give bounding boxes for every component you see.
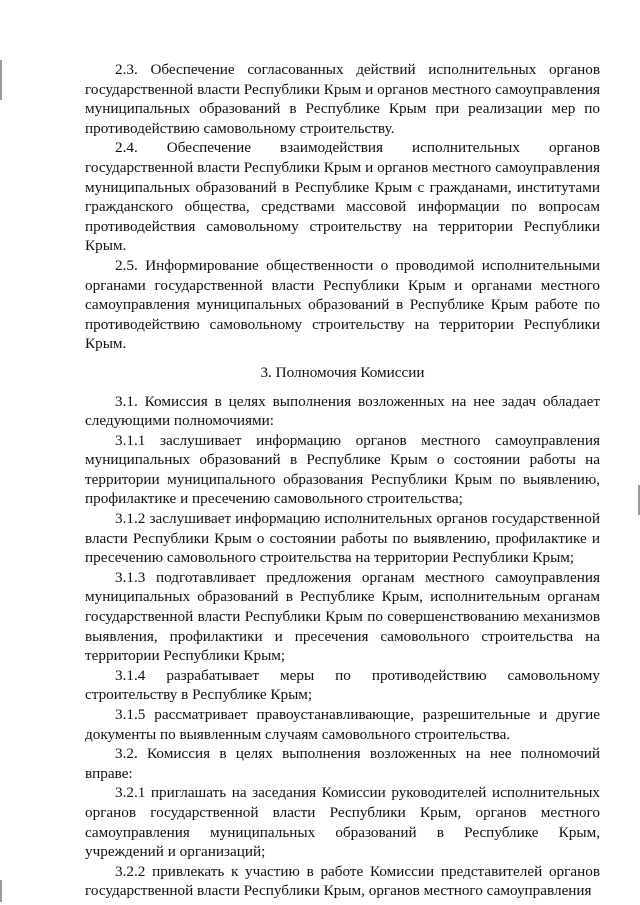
document-page — [85, 60, 600, 901]
paragraph-2-3: 2.3. Обеспечение согласованных действий исполнительных органов государственной власти Республики Крым и органов местного самоуправления муниципальных образований в Республике Крым при реализации мер по противодействию самовольному строительству. — [85, 61, 600, 137]
paragraph-3-1-2: 3.1.2 заслушивает информацию исполнительных органов государственной власти Республики Крым о состоянии работы по выявлению, профилактике и пресечению самовольного строительства на территории Республики Крым; — [85, 510, 600, 567]
paragraph-3-2-1: 3.2.1 приглашать на заседания Комиссии руководителей исполнительных органов государственной власти Республики Крым, органов местного самоуправления муниципальных образований в Республике Крым, учреждений и организаций; — [85, 784, 600, 861]
paragraph-3-2-2: 3.2.2 привлекать к участию в работе Комиссии представителей органов государственной власти Республики Крым, органов местного самоуправления — [85, 862, 600, 900]
paragraph-3-1-3: 3.1.3 подготавливает предложения органам местного самоуправления муниципальных образований в Республике Крым, исполнительным органам государственной власти Республики Крым по совершенствованию механизмов выявления, профилактики и пресечения самовольного строительства на территории Республики Крым; — [85, 568, 600, 665]
paragraph-2-5: 2.5. Информирование общественности о проводимой исполнительными органами государственной власти Республики Крым и органами местного самоуправления муниципальных образований в Республике Крым работе по противодействию самовольному строительству на территории Республики Крым. — [85, 256, 600, 353]
paragraph-3-1-4: 3.1.4 разрабатывает меры по противодействию самовольному строительству в Республике Крым; — [85, 666, 600, 704]
paragraph-3-1-1: 3.1.1 заслушивает информацию органов местного самоуправления муниципальных образований в Республике Крым о состоянии работы на территории муниципального образования Республики Крым по выявлению, профилактике и пресечению самовольного строительства; — [85, 431, 600, 508]
paragraph-3-1: 3.1. Комиссия в целях выполнения возложенных на нее задач обладает следующими полномочиями: — [85, 392, 600, 430]
paragraph-3-2: 3.2. Комиссия в целях выполнения возложенных на нее полномочий вправе: — [85, 745, 600, 782]
section-heading: 3. Полномочия Комиссии — [260, 363, 425, 381]
scan-edge-mark-top — [0, 60, 2, 100]
scan-edge-mark-bottom — [0, 880, 2, 902]
paragraph-2-4: 2.4. Обеспечение взаимодействия исполнительных органов государственной власти Республики Крым и органов местного самоуправления муниципальных образований в Республике Крым с гражданами, институтами гражданского общества, средствами массовой информации по вопросам противодействия самовольному строительству на территории Республики Крым. — [85, 139, 600, 255]
paragraph-3-1-5: 3.1.5 рассматривает правоустанавливающие, разрешительные и другие документы по выявленным случаям самовольного строительства. — [85, 706, 600, 743]
